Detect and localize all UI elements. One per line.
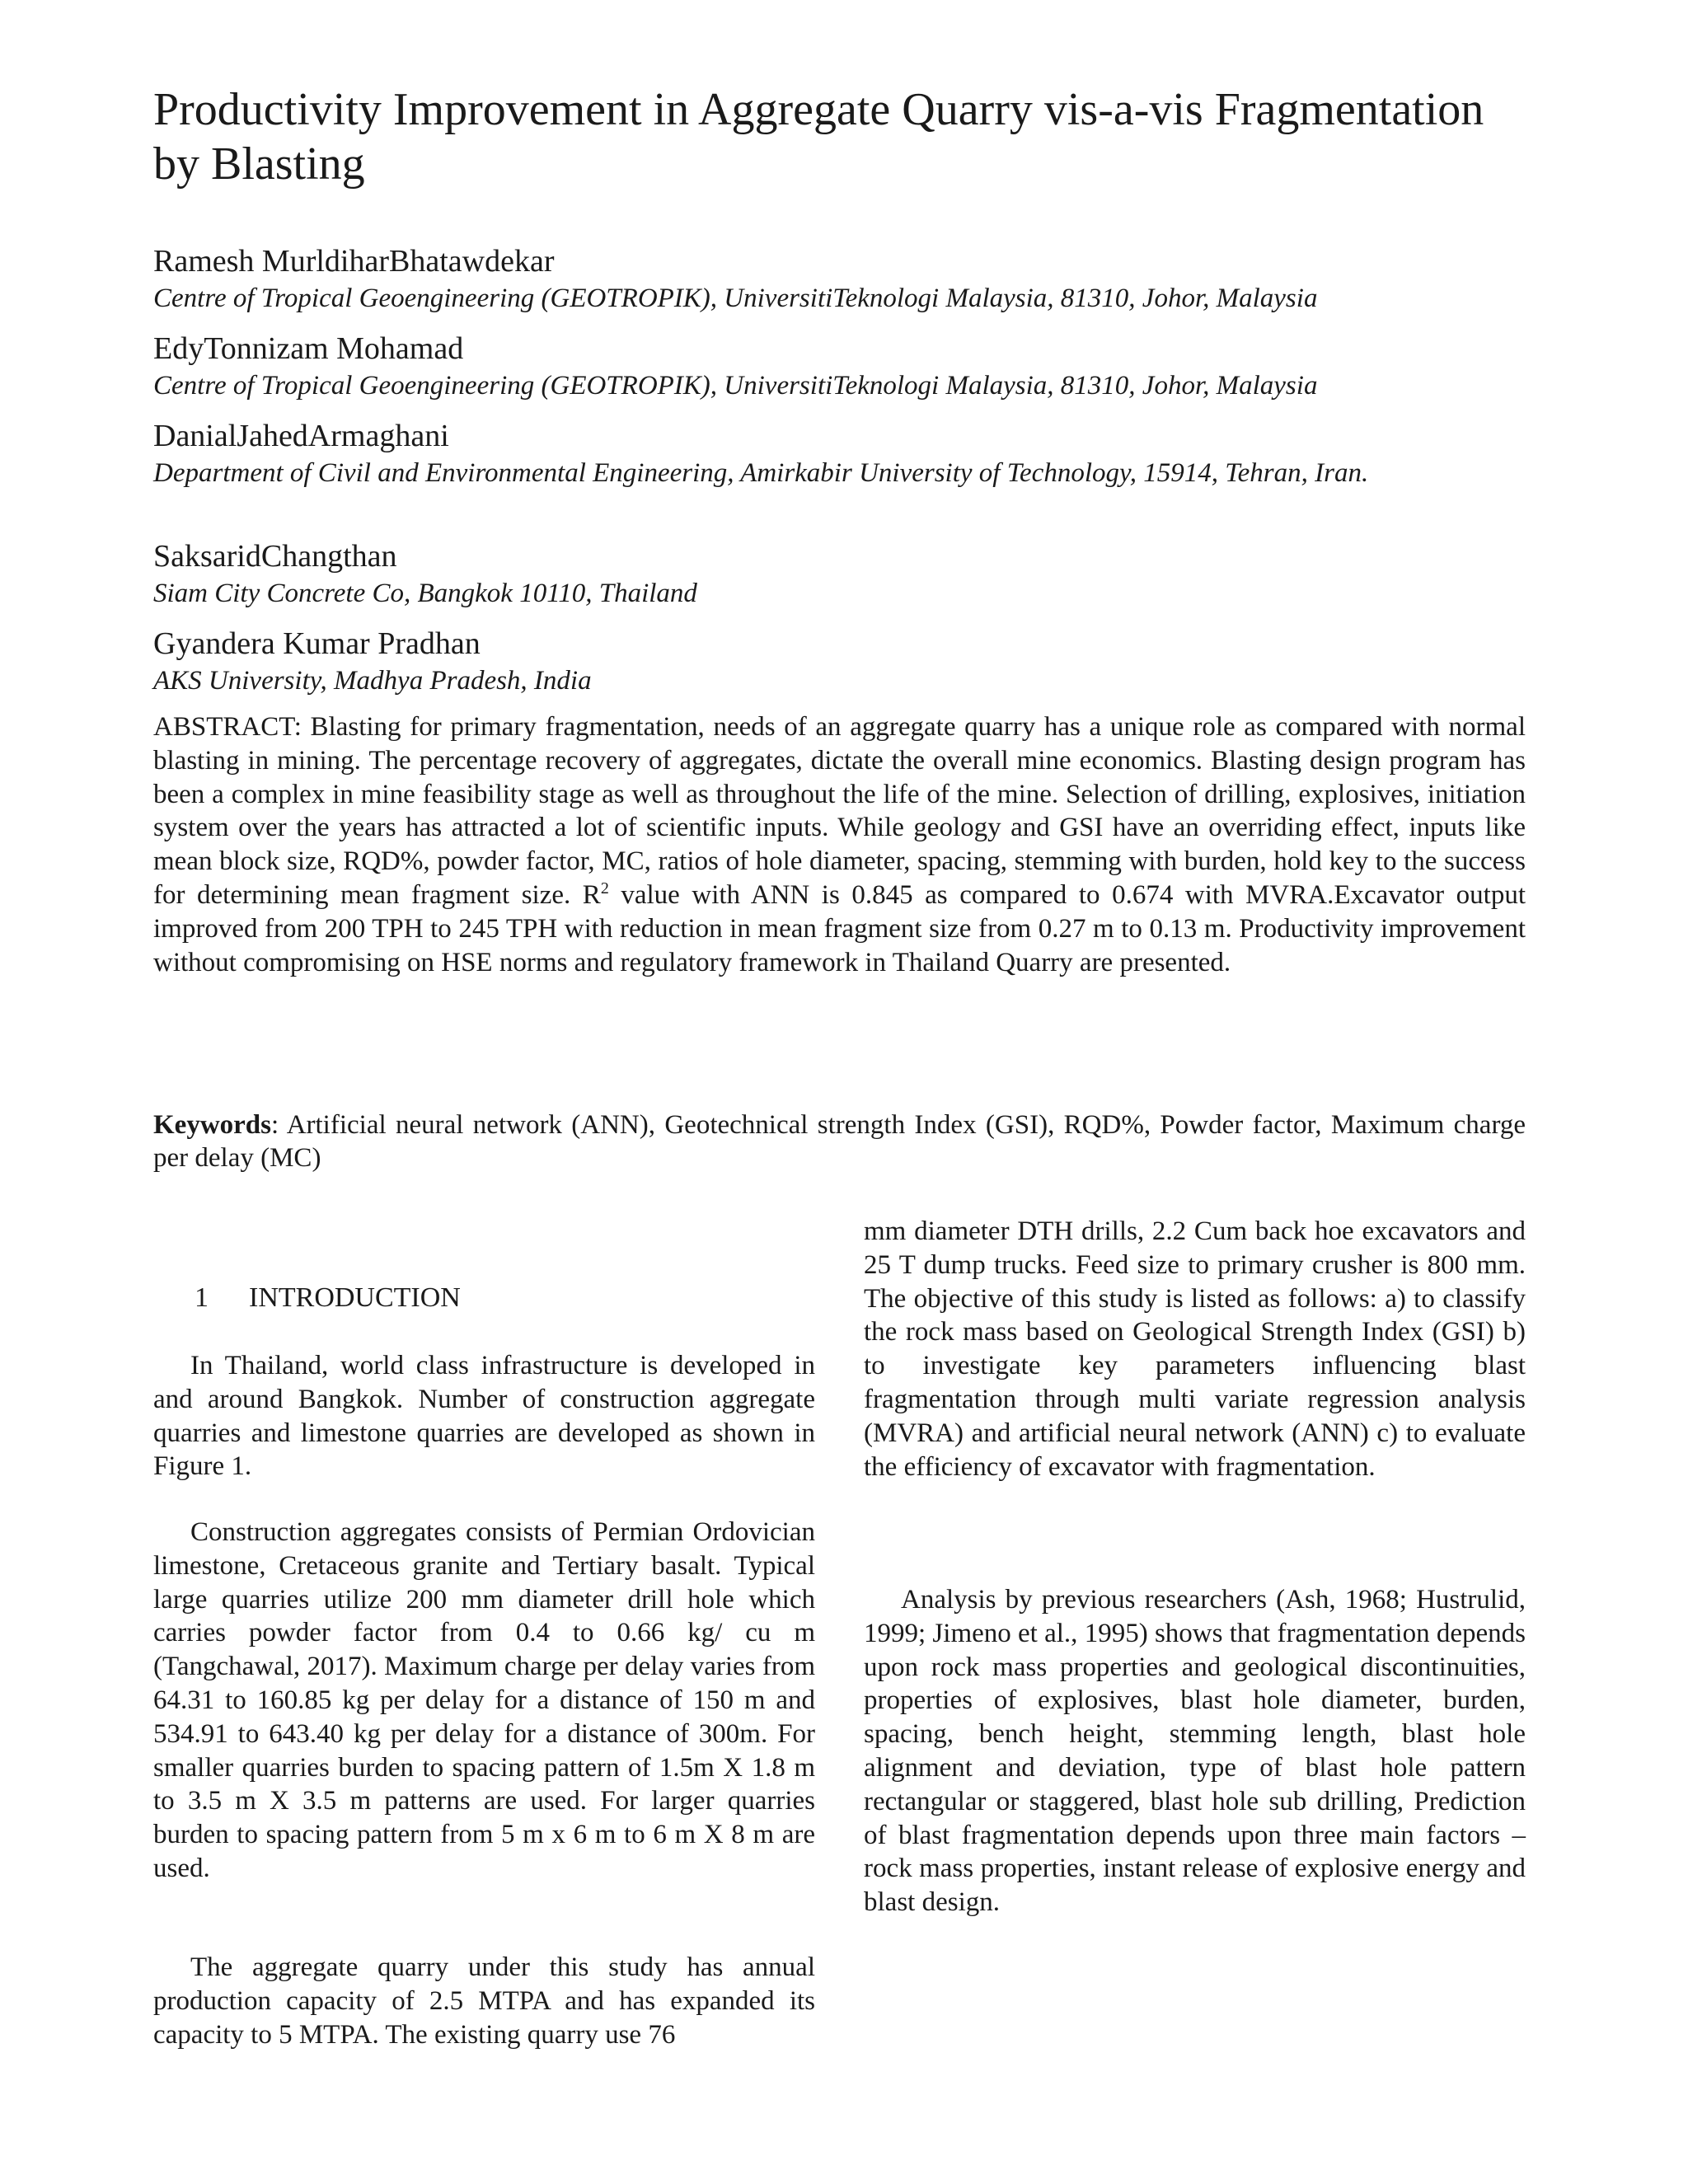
section-title: INTRODUCTION [249,1282,461,1313]
author-affiliation: Centre of Tropical Geoengineering (GEOTROPIK), UniversitiTeknologi Malaysia, 81310, Johor, Malaysia [153,284,1318,313]
author-affiliation: AKS University, Madhya Pradesh, India [153,666,592,696]
abstract-text: value with ANN is 0.845 as compared to 0.674 with MVRA.Excavator output improved from 200 TPH to 245 TPH with reduction in mean fragment size from 0.27 m to 0.13 m. Productivity improvement without compromising on HSE norms and regulatory framework in Thailand Quarry are presented. [153,879,1526,977]
paragraph-text: Construction aggregates consists of Permian Ordovician limestone, Cretaceous granite and Tertiary basalt. Typical large quarries utilize 200 mm diameter drill hole which carries powder factor from 0.4 to 0.66 kg/ cu m (Tangchawal, 2017). Maximum charge per delay varies from 64.31 to 160.85 kg per delay for a distance of 150 m and 534.91 to 643.40 kg per delay for a distance of 300m. For smaller quarries burden to spacing pattern of 1.5m X 1.8 m to 3.5 m X 3.5 m patterns are used. For larger quarries burden to spacing pattern from 5 m x 6 m to 6 m X 8 m are used. [153,1517,815,1883]
keywords-text: : Artificial neural network (ANN), Geotechnical strength Index (GSI), RQD%, Powder factor, Maximum charge per delay (MC) [153,1110,1526,1173]
author-name: Ramesh MurldiharBhatawdekar [153,244,555,279]
body-paragraph [153,1516,815,1886]
section-number: 1 [195,1282,209,1313]
section-heading [195,1282,461,1315]
paragraph-text: The aggregate quarry under this study has annual production capacity of 2.5 MTPA and has expanded its capacity to 5 MTPA. The existing quarry use 76 [153,1952,815,2050]
paragraph-text: In Thailand, world class infrastructure is developed in and around Bangkok. Number of construction aggregate quarries and limestone quarries are developed as shown in Figure 1. [153,1351,815,1482]
superscript: 2 [600,879,609,898]
paper-title: Productivity Improvement in Aggregate Quarry vis-a-vis Fragmentation by Blasting [153,84,1484,190]
author-affiliation: Centre of Tropical Geoengineering (GEOTROPIK), UniversitiTeknologi Malaysia, 81310, Johor, Malaysia [153,371,1318,401]
author-name: Gyandera Kumar Pradhan [153,626,481,661]
author-name: DanialJahedArmaghani [153,419,449,453]
paragraph-text: Analysis by previous researchers (Ash, 1968; Hustrulid, 1999; Jimeno et al., 1995) shows that fragmentation depends upon rock mass properties and geological discontinuities, properties of explosives, blast hole diameter, burden, spacing, bench height, stemming length, blast hole alignment and deviation, type of blast hole pattern rectangular or staggered, blast hole sub drilling, Prediction of blast fragmentation depends upon three main factors – rock mass properties, instant release of explosive energy and blast design. [864,1585,1526,1918]
abstract [153,710,1526,979]
author-name: EdyTonnizam Mohamad [153,331,464,366]
keywords-label: Keywords [153,1110,271,1140]
body-paragraph [864,1583,1526,1919]
abstract-text: ABSTRACT: Blasting for primary fragmentation, needs of an aggregate quarry has a unique role as compared with normal blasting in mining. The percentage recovery of aggregates, dictate the overall mine economics. Blasting design program has been a complex in mine feasibility stage as well as throughout the life of the mine. Selection of drilling, explosives, initiation system over the years has attracted a lot of scientific inputs. While geology and GSI have an overriding effect, inputs like mean block size, RQD%, powder factor, MC, ratios of hole diameter, spacing, stemming with burden, hold key to the success for determining mean fragment size. R [153,712,1526,910]
author-affiliation: Department of Civil and Environmental Engineering, Amirkabir University of Technology, 15914, Tehran, Iran. [153,458,1369,488]
body-paragraph [864,1215,1526,1483]
paragraph-text: mm diameter DTH drills, 2.2 Cum back hoe excavators and 25 T dump trucks. Feed size to primary crusher is 800 mm. The objective of this study is listed as follows: a) to classify the rock mass based on Geological Strength Index (GSI) b) to investigate key parameters influencing blast fragmentation through multi variate regression analysis (MVRA) and artificial neural network (ANN) c) to evaluate the efficiency of excavator with fragmentation. [864,1216,1526,1482]
keywords [153,1108,1526,1174]
author-name: SaksaridChangthan [153,539,397,574]
author-affiliation: Siam City Concrete Co, Bangkok 10110, Thailand [153,579,697,608]
body-paragraph [153,1951,815,2051]
body-paragraph [153,1349,815,1483]
